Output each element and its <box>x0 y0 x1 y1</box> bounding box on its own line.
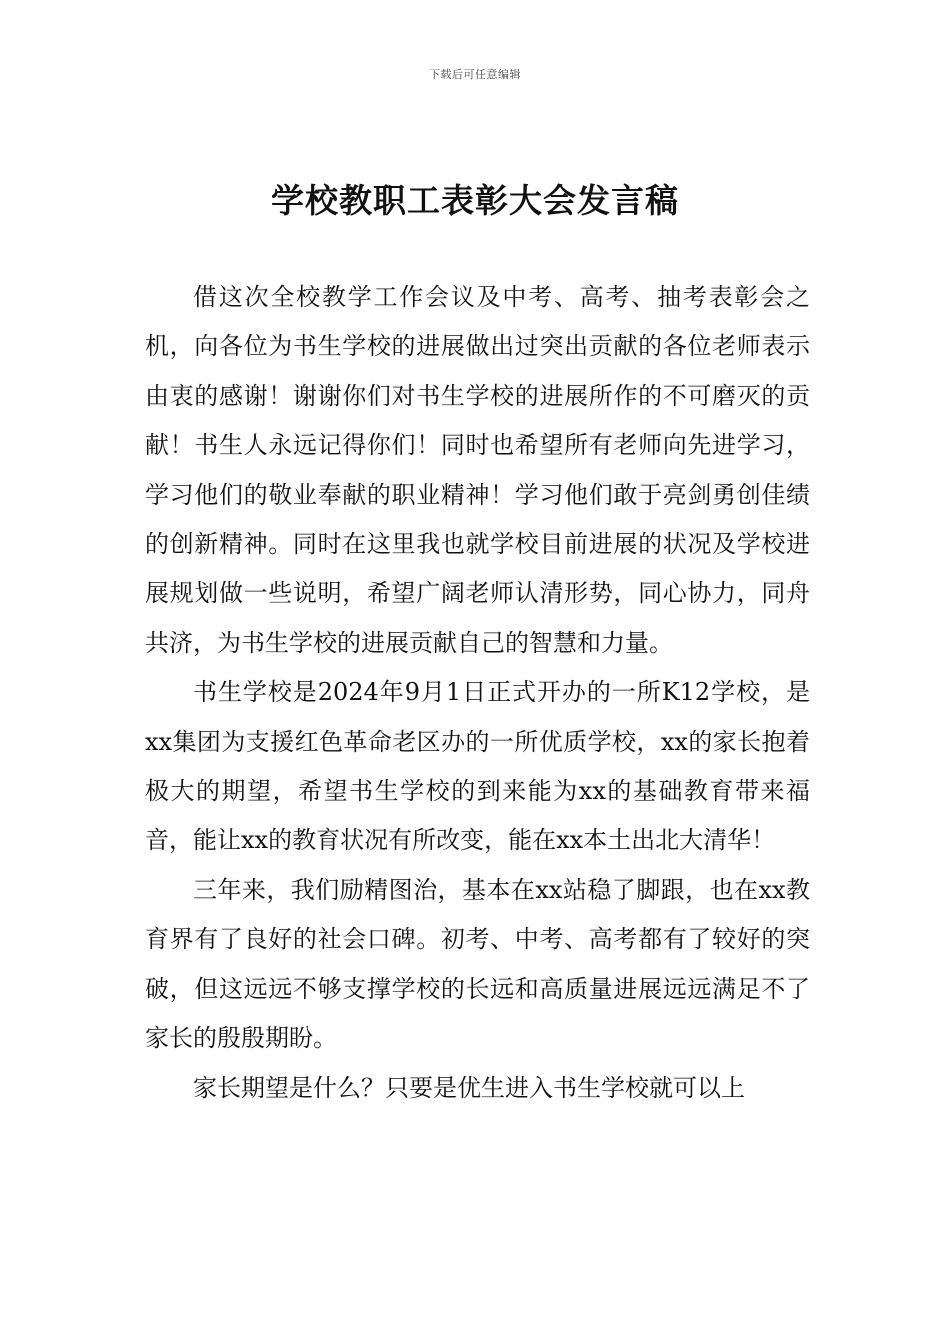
paragraph: 三年来，我们励精图治，基本在xx站稳了脚跟，也在xx教育界有了良好的社会口碑。初考、中考、高考都有了较好的突破，但这远远不够支撑学校的长远和高质量进展远远满足不了家长的殷殷期盼。 <box>145 875 810 1053</box>
header-note: 下载后可任意编辑 <box>429 68 521 81</box>
document-body <box>145 273 810 1113</box>
paragraph: 借这次全校教学工作会议及中考、高考、抽考表彰会之机，向各位为书生学校的进展做出过突出贡献的各位老师表示由衷的感谢！谢谢你们对书生学校的进展所作的不可磨灭的贡献！书生人永远记得你们！同时也希望所有老师向先进学习，学习他们的敬业奉献的职业精神！学习他们敢于亮剑勇创佳绩的创新精神。同时在这里我也就学校目前进展的状况及学校进展规划做一些说明，希望广阔老师认清形势，同心协力，同舟共济，为书生学校的进展贡献自己的智慧和力量。 <box>145 283 810 657</box>
paragraph: 书生学校是2024年9月1日正式开办的一所K12学校，是xx集团为支援红色革命老区办的一所优质学校，xx的家长抱着极大的期望，希望书生学校的到来能为xx的基础教育带来福音，能让xx的教育状况有所改变，能在xx本土出北大清华！ <box>145 678 810 855</box>
paragraph: 家长期望是什么？只要是优生进入书生学校就可以上 <box>193 1073 745 1102</box>
document-title: 学校教职工表彰大会发言稿 <box>271 181 679 220</box>
